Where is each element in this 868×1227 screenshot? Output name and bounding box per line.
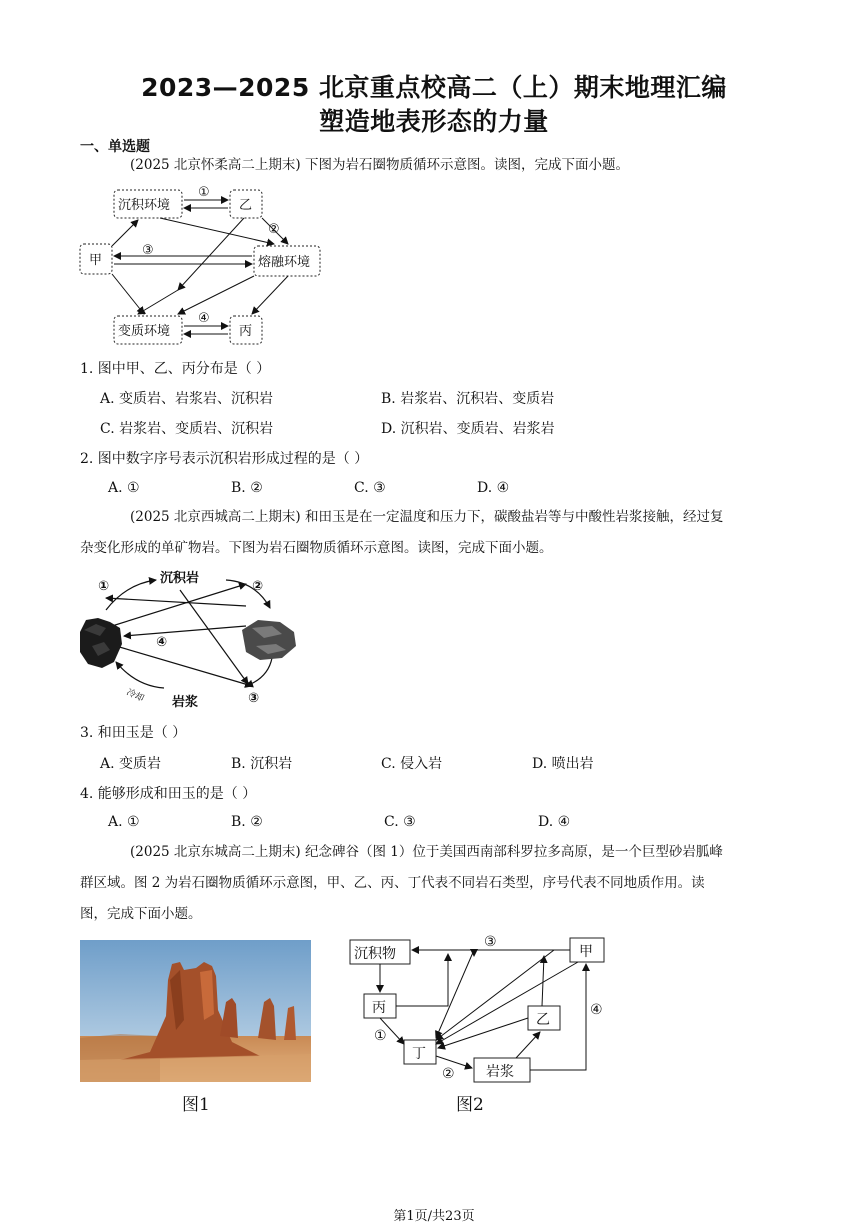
intro-paragraph-3a: (2025 北京东城高二上期末) 纪念碑谷（图 1）位于美国西南部科罗拉多高原，是一个巨型砂岩胍峰 [130, 844, 723, 860]
fig1-melt-env-label: 熔融环境 [258, 255, 311, 270]
question-4-stem: 4. 能够形成和田玉的是（ ） [80, 786, 257, 802]
fig4-sediment-label: 沉积物 [354, 946, 396, 962]
page-title: 2023—2025 北京重点校高二（上）期末地理汇编 [141, 73, 727, 102]
fig2-magma-label: 岩浆 [172, 695, 199, 710]
q4-option-a[interactable]: A. ① [108, 814, 140, 830]
q4-option-c[interactable]: C. ③ [384, 814, 416, 830]
intro-paragraph-3b: 群区域。图 2 为岩石圈物质循环示意图，甲、乙、丙、丁代表不同岩石类型，序号代表不同地质作用。读 [80, 875, 705, 891]
question-1-stem: 1. 图中甲、乙、丙分布是（ ） [80, 361, 271, 377]
intro-paragraph-1: (2025 北京怀柔高二上期末) 下图为岩石圈物质循环示意图。读图，完成下面小题。 [130, 157, 629, 173]
fig4-magma-label: 岩浆 [486, 1064, 514, 1080]
q3-option-b[interactable]: B. 沉积岩 [231, 756, 293, 772]
fig1-yi-label: 乙 [239, 198, 253, 213]
fig1-num-2: ② [268, 222, 280, 237]
fig2-num-1: ① [98, 579, 110, 594]
figure-2-caption: 图2 [456, 1095, 484, 1115]
q2-option-a[interactable]: A. ① [108, 480, 140, 496]
fig1-bing-label: 丙 [239, 324, 253, 339]
q4-option-b[interactable]: B. ② [231, 814, 263, 830]
rock-cycle-diagram-2 [76, 566, 306, 711]
fig4-num-3: ③ [484, 934, 497, 950]
fig4-num-4: ④ [590, 1002, 603, 1018]
fig1-meta-env-label: 变质环境 [118, 324, 171, 339]
q1-option-c[interactable]: C. 岩浆岩、变质岩、沉积岩 [100, 421, 274, 437]
q1-option-b[interactable]: B. 岩浆岩、沉积岩、变质岩 [381, 391, 555, 407]
fig1-sediment-env-label: 沉积环境 [118, 198, 171, 213]
fig4-jia-label: 甲 [579, 944, 593, 960]
q3-option-c[interactable]: C. 侵入岩 [381, 756, 443, 772]
q3-option-a[interactable]: A. 变质岩 [100, 756, 162, 772]
fig1-jia-label: 甲 [89, 253, 103, 268]
figure-1-caption: 图1 [182, 1095, 210, 1115]
section-heading: 一、单选题 [80, 139, 150, 155]
q2-option-d[interactable]: D. ④ [477, 480, 510, 496]
intro-paragraph-2a: (2025 北京西城高二上期末) 和田玉是在一定温度和压力下，碳酸盐岩等与中酸性岩浆接触，经过复 [130, 509, 724, 525]
monument-valley-photo [80, 940, 311, 1082]
q1-option-d[interactable]: D. 沉积岩、变质岩、岩浆岩 [381, 421, 555, 437]
fig2-num-3: ③ [248, 691, 260, 706]
q3-option-d[interactable]: D. 喷出岩 [532, 756, 594, 772]
q1-option-a[interactable]: A. 变质岩、岩浆岩、沉积岩 [100, 391, 274, 407]
fig4-num-2: ② [442, 1066, 455, 1082]
question-3-stem: 3. 和田玉是（ ） [80, 725, 187, 741]
fig1-num-4: ④ [198, 311, 210, 326]
q2-option-b[interactable]: B. ② [231, 480, 263, 496]
page-subtitle: 塑造地表形态的力量 [319, 107, 549, 136]
fig4-bing-label: 丙 [372, 1000, 386, 1016]
fig4-num-1: ① [374, 1028, 387, 1044]
q2-option-c[interactable]: C. ③ [354, 480, 386, 496]
fig4-ding-label: 丁 [412, 1046, 426, 1062]
page-footer: 第1页/共23页 [393, 1209, 475, 1224]
rock-cycle-diagram-3 [346, 930, 610, 1090]
fig2-num-4: ④ [156, 635, 168, 650]
fig2-sediment-rock-label: 沉积岩 [160, 571, 200, 586]
rock-cycle-diagram-1 [78, 182, 328, 352]
intro-paragraph-2b: 杂变化形成的单矿物岩。下图为岩石圈物质循环示意图。读图，完成下面小题。 [80, 540, 553, 556]
fig1-num-3: ③ [142, 243, 154, 258]
intro-paragraph-3c: 图，完成下面小题。 [80, 906, 202, 922]
fig1-num-1: ① [198, 185, 210, 200]
q4-option-d[interactable]: D. ④ [538, 814, 571, 830]
fig2-cooling-label: 冷却 [124, 687, 146, 705]
question-2-stem: 2. 图中数字序号表示沉积岩形成过程的是（ ） [80, 451, 369, 467]
fig4-yi-label: 乙 [536, 1012, 550, 1028]
fig2-num-2: ② [252, 579, 264, 594]
